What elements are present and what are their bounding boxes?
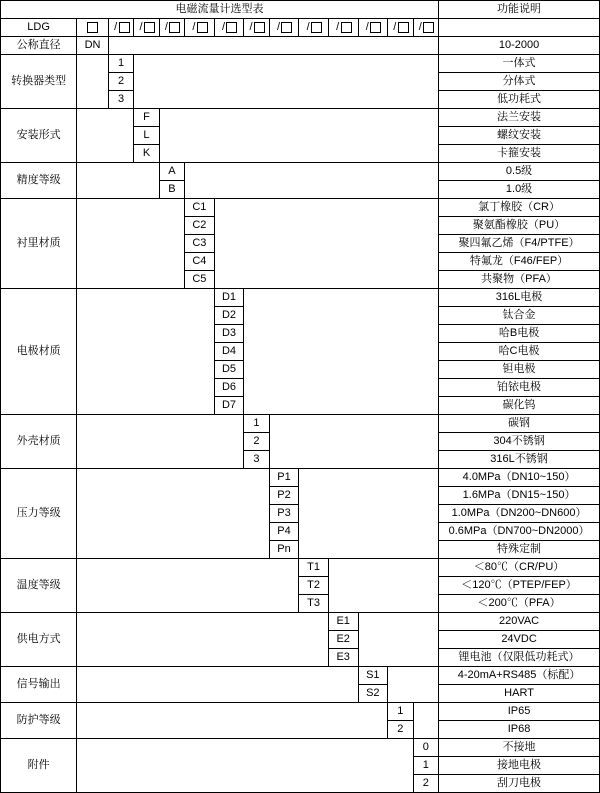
spacer-electrode-right [244, 289, 439, 415]
code-protection-2: 2 [388, 721, 413, 739]
desc-accessory-2: 接地电极 [439, 757, 600, 775]
model-box-10 [358, 19, 388, 37]
code-protection-1: 1 [388, 703, 413, 721]
spacer-signal-left [77, 667, 358, 703]
code-signal-1: S1 [358, 667, 388, 685]
rowlabel-nominal-diameter: 公称直径 [1, 37, 77, 55]
model-box-5 [214, 19, 244, 37]
model-code-row [1, 19, 600, 37]
spacer-power-right [358, 613, 439, 667]
desc-protection-2: IP68 [439, 721, 600, 739]
row-power-1 [1, 613, 600, 631]
row-signal-1 [1, 667, 600, 685]
desc-converter-2: 分体式 [439, 73, 600, 91]
rowlabel-temperature: 温度等级 [1, 559, 77, 613]
row-housing-1 [1, 415, 600, 433]
row-liner-1 [1, 199, 600, 217]
code-electrode-4: D4 [214, 343, 244, 361]
model-box-9 [328, 19, 358, 37]
code-electrode-1: D1 [214, 289, 244, 307]
rowlabel-signal: 信号输出 [1, 667, 77, 703]
slash-7: / [306, 21, 310, 34]
desc-electrode-4: 哈C电极 [439, 343, 600, 361]
model-box-12 [413, 19, 439, 37]
code-pressure-1: P1 [269, 469, 299, 487]
code-box-icon [398, 22, 409, 33]
code-accessory-3: 2 [413, 775, 439, 793]
code-converter-2: 2 [108, 73, 133, 91]
spacer-housing-left [77, 415, 244, 469]
code-box-icon [169, 22, 180, 33]
code-box-icon [119, 22, 130, 33]
code-pressure-4: P4 [269, 523, 299, 541]
desc-pressure-2: 1.6MPa（DN15~150） [439, 487, 600, 505]
desc-electrode-3: 哈B电极 [439, 325, 600, 343]
row-accessory-1 [1, 739, 600, 757]
code-electrode-3: D3 [214, 325, 244, 343]
code-signal-2: S2 [358, 685, 388, 703]
code-housing-3: 3 [244, 451, 269, 469]
desc-pressure-1: 4.0MPa（DN10~150） [439, 469, 600, 487]
row-temperature-1 [1, 559, 600, 577]
desc-liner-1: 氯丁橡胶（CR） [439, 199, 600, 217]
row-install-type-1 [1, 109, 600, 127]
desc-power-1: 220VAC [439, 613, 600, 631]
desc-electrode-1: 316L电极 [439, 289, 600, 307]
desc-housing-1: 碳钢 [439, 415, 600, 433]
model-box-8 [299, 19, 329, 37]
table-title: 电磁流量计选型表 [1, 1, 439, 19]
code-power-3: E3 [328, 649, 358, 667]
spacer-signal-right [388, 667, 439, 703]
desc-install-1: 法兰安装 [439, 109, 600, 127]
slash-0: / [114, 21, 118, 34]
slash-4: / [221, 21, 226, 34]
desc-temperature-3: ＜200℃（PFA） [439, 595, 600, 613]
rowlabel-accessory: 附件 [1, 739, 77, 793]
code-temperature-3: T3 [299, 595, 329, 613]
model-box-2 [134, 19, 159, 37]
spacer-install-left [77, 109, 134, 163]
row-electrode-1 [1, 289, 600, 307]
slash-2: / [164, 21, 168, 34]
row-protection-1 [1, 703, 600, 721]
desc-power-2: 24VDC [439, 631, 600, 649]
slash-6: / [276, 21, 281, 34]
spacer-accuracy-right [185, 163, 439, 199]
rowlabel-accuracy: 精度等级 [1, 163, 77, 199]
model-box-3 [159, 19, 184, 37]
desc-header: 功能说明 [439, 1, 600, 19]
desc-liner-5: 共聚物（PFA） [439, 271, 600, 289]
slash-10: / [393, 21, 397, 34]
spacer-power-left [77, 613, 329, 667]
code-install-2: L [134, 127, 159, 145]
code-box-icon [311, 22, 322, 33]
code-box-icon [254, 22, 265, 33]
code-liner-4: C4 [185, 253, 215, 271]
desc-nominal-diameter: 10-2000 [439, 37, 600, 55]
code-box-icon [370, 22, 381, 33]
code-install-1: F [134, 109, 159, 127]
desc-converter-3: 低功耗式 [439, 91, 600, 109]
desc-install-3: 卡箍安装 [439, 145, 600, 163]
row-converter-type-1 [1, 55, 600, 73]
rowlabel-pressure: 压力等级 [1, 469, 77, 559]
desc-temperature-2: ＜120℃（PTEP/FEP） [439, 577, 600, 595]
model-box-11 [388, 19, 413, 37]
code-box-icon [423, 22, 434, 33]
rowlabel-housing: 外壳材质 [1, 415, 77, 469]
desc-liner-4: 特氟龙（F46/FEP） [439, 253, 600, 271]
slash-1: / [139, 21, 143, 34]
spacer-liner-left [77, 199, 185, 289]
code-power-2: E2 [328, 631, 358, 649]
desc-pressure-3: 1.0MPa（DN200~DN600） [439, 505, 600, 523]
slash-11: / [418, 21, 422, 34]
code-electrode-5: D5 [214, 361, 244, 379]
rowlabel-liner: 衬里材质 [1, 199, 77, 289]
spacer-install-right [159, 109, 438, 163]
desc-temperature-1: ＜80℃（CR/PU） [439, 559, 600, 577]
desc-pressure-4: 0.6MPa（DN700~DN2000） [439, 523, 600, 541]
desc-accessory-3: 刮刀电极 [439, 775, 600, 793]
model-box-7 [269, 19, 299, 37]
rowlabel-converter-type: 转换器类型 [1, 55, 77, 109]
model-box-4 [185, 19, 215, 37]
desc-signal-1: 4-20mA+RS485（标配） [439, 667, 600, 685]
row-accuracy-1 [1, 163, 600, 181]
code-pressure-2: P2 [269, 487, 299, 505]
model-box-6 [244, 19, 269, 37]
spacer-nominal-diameter [108, 37, 438, 55]
desc-accuracy-1: 0.5级 [439, 163, 600, 181]
code-converter-1: 1 [108, 55, 133, 73]
code-housing-2: 2 [244, 433, 269, 451]
code-box-icon [87, 22, 98, 33]
model-box-0 [77, 19, 109, 37]
desc-electrode-5: 钽电极 [439, 361, 600, 379]
spacer-accuracy-left [77, 163, 160, 199]
code-liner-1: C1 [185, 199, 215, 217]
desc-pressure-5: 特殊定制 [439, 541, 600, 559]
code-liner-3: C3 [185, 235, 215, 253]
code-accuracy-2: B [159, 181, 184, 199]
code-pressure-3: P3 [269, 505, 299, 523]
spacer-accessory-left [77, 739, 413, 793]
rowlabel-electrode: 电极材质 [1, 289, 77, 415]
rowlabel-protection: 防护等级 [1, 703, 77, 739]
spacer-pressure-right [299, 469, 439, 559]
desc-install-2: 螺纹安装 [439, 127, 600, 145]
code-liner-5: C5 [185, 271, 215, 289]
spacer-temperature-left [77, 559, 299, 613]
code-install-3: K [134, 145, 159, 163]
desc-electrode-7: 碳化钨 [439, 397, 600, 415]
desc-accuracy-2: 1.0级 [439, 181, 600, 199]
code-power-1: E1 [328, 613, 358, 631]
spacer-converter-left [77, 55, 109, 109]
spacer-electrode-left [77, 289, 215, 415]
slash-5: / [249, 21, 253, 34]
spacer-pressure-left [77, 469, 270, 559]
code-accessory-2: 1 [413, 757, 439, 775]
desc-housing-2: 304不锈钢 [439, 433, 600, 451]
row-pressure-1 [1, 469, 600, 487]
code-accessory-1: 0 [413, 739, 439, 757]
code-pressure-5: Pn [269, 541, 299, 559]
model-box-1 [108, 19, 133, 37]
code-temperature-2: T2 [299, 577, 329, 595]
code-converter-3: 3 [108, 91, 133, 109]
slash-9: / [365, 21, 369, 34]
desc-power-3: 锂电池（仅限低功耗式） [439, 649, 600, 667]
model-prefix: LDG [1, 19, 77, 37]
desc-liner-3: 聚四氟乙烯（F4/PTFE） [439, 235, 600, 253]
code-accuracy-1: A [159, 163, 184, 181]
rowlabel-install-type: 安装形式 [1, 109, 77, 163]
spacer-protection-right [413, 703, 439, 739]
desc-liner-2: 聚氨酯橡胶（PU） [439, 217, 600, 235]
code-electrode-6: D6 [214, 379, 244, 397]
code-box-icon [197, 22, 208, 33]
slash-3: / [192, 21, 196, 34]
desc-signal-2: HART [439, 685, 600, 703]
code-temperature-1: T1 [299, 559, 329, 577]
rowlabel-power: 供电方式 [1, 613, 77, 667]
code-box-icon [341, 22, 352, 33]
code-dn: DN [77, 37, 109, 55]
spacer-liner-right [214, 199, 438, 289]
desc-converter-1: 一体式 [439, 55, 600, 73]
desc-electrode-2: 钛合金 [439, 307, 600, 325]
spacer-protection-left [77, 703, 388, 739]
code-box-icon [226, 22, 237, 33]
code-electrode-2: D2 [214, 307, 244, 325]
spacer-temperature-right [328, 559, 438, 613]
code-liner-2: C2 [185, 217, 215, 235]
code-box-icon [144, 22, 155, 33]
row-nominal-diameter [1, 37, 600, 55]
code-housing-1: 1 [244, 415, 269, 433]
spacer-housing-right [269, 415, 438, 469]
desc-blank-modelrow [439, 19, 600, 37]
code-electrode-7: D7 [214, 397, 244, 415]
desc-electrode-6: 铂铱电极 [439, 379, 600, 397]
desc-housing-3: 316L不锈钢 [439, 451, 600, 469]
slash-8: / [336, 21, 340, 34]
desc-protection-1: IP65 [439, 703, 600, 721]
spacer-converter-right [134, 55, 439, 109]
code-box-icon [281, 22, 292, 33]
title-row [1, 1, 600, 19]
desc-accessory-1: 不接地 [439, 739, 600, 757]
